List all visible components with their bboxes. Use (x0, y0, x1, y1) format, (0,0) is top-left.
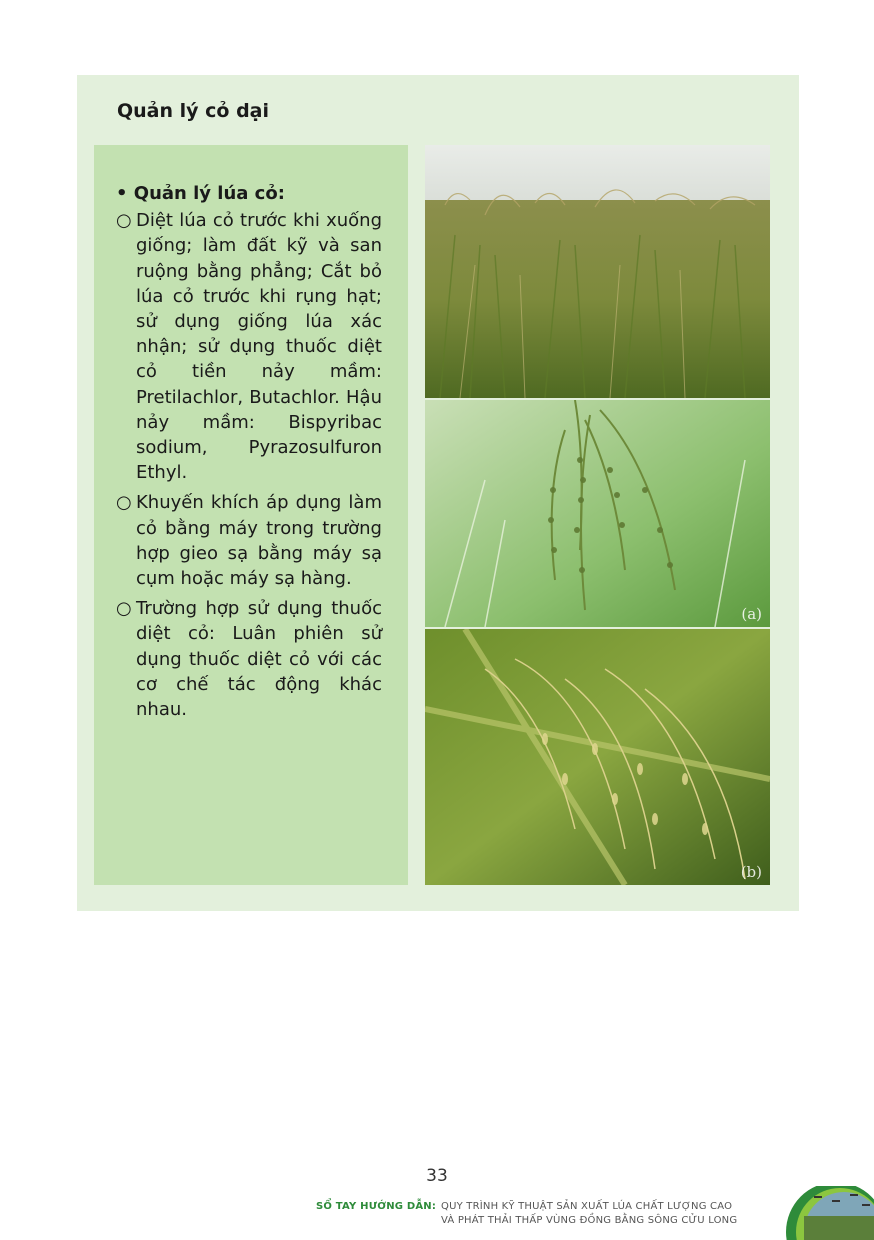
text-content (116, 181, 382, 727)
footer-title-line2: VÀ PHÁT THẢI THẤP VÙNG ĐỒNG BẰNG SÔNG CỬU LONG (441, 1215, 738, 1226)
bullet-marker: ○ (116, 210, 132, 232)
bullet-item (116, 490, 382, 591)
bullet-marker: ○ (116, 598, 132, 620)
weedy-rice-photo-b (425, 629, 770, 885)
bullet-item (116, 208, 382, 485)
photo-label-a: (a) (741, 605, 762, 623)
content-heading: • Quản lý lúa cỏ: (116, 183, 285, 204)
photo-label-b: (b) (740, 863, 762, 881)
section-title: Quản lý cỏ dại (117, 100, 270, 122)
bullet-text: Trường hợp sử dụng thuốc diệt cỏ: Luân phiên sử dụng thuốc diệt cỏ với các cơ chế tác động khác nhau. (136, 598, 382, 721)
footer-prefix: SỔ TAY HƯỚNG DẪN: (316, 1201, 437, 1212)
rice-field-photo (425, 145, 770, 398)
page-number: 33 (426, 1166, 448, 1186)
bullet-item (116, 596, 382, 722)
photo-column (425, 145, 770, 885)
bullet-marker: ○ (116, 492, 132, 514)
footer-title-line1: QUY TRÌNH KỸ THUẬT SẢN XUẤT LÚA CHẤT LƯỢNG CAO (441, 1201, 733, 1212)
text-panel (94, 145, 408, 885)
footer-emblem-image (776, 1186, 874, 1240)
bullet-text: Diệt lúa cỏ trước khi xuống giống; làm đất kỹ và san ruộng bằng phẳng; Cắt bỏ lúa cỏ trước khi rụng hạt; sử dụng giống lúa xác nhận; sử dụng thuốc diệt cỏ tiền nảy mầm: Pretilachlor, Butachlor. Hậu nảy mầm: Bispyribac sodium, Pyrazosulfuron Ethyl. (136, 210, 382, 484)
bullet-text: Khuyến khích áp dụng làm cỏ bằng máy trong trường hợp gieo sạ bằng máy sạ cụm hoặc máy sạ hàng. (136, 492, 382, 590)
weedy-rice-photo-a (425, 400, 770, 627)
